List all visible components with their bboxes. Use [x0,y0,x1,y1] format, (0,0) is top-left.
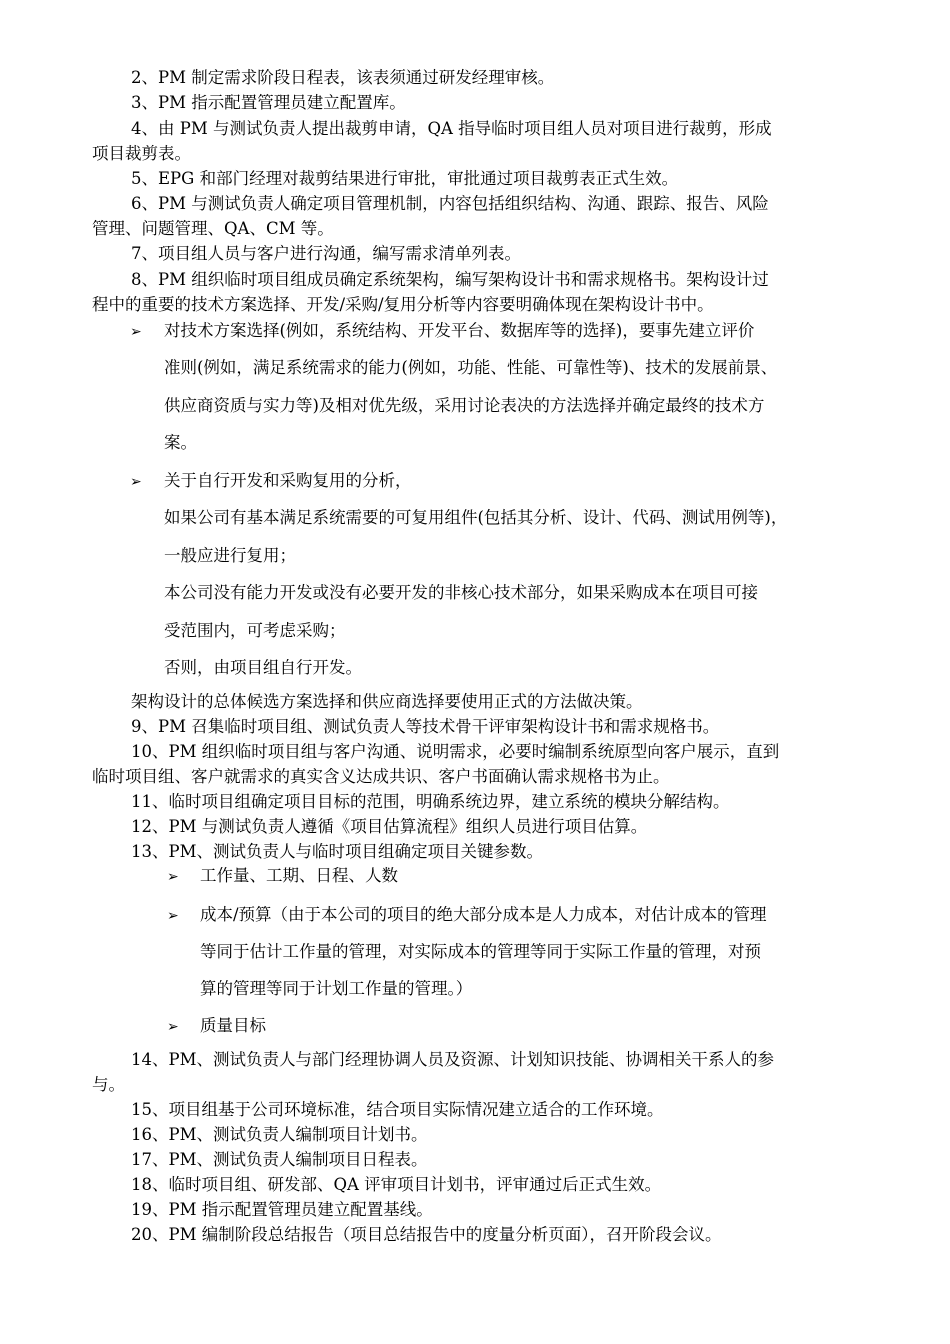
paragraph-line: 3、PM 指示配置管理员建立配置库。 [131,93,406,112]
bullet-line: 本公司没有能力开发或没有必要开发的非核心技术部分，如果采购成本在项目可接 [164,583,758,602]
arrow-bullet-icon: ➢ [130,474,142,490]
paragraph-line: 2、PM 制定需求阶段日程表，该表须通过研发经理审核。 [131,68,555,87]
bullet-line: 案。 [164,433,197,452]
paragraph-line: 6、PM 与测试负责人确定项目管理机制，内容包括组织结构、沟通、跟踪、报告、风险 [131,194,769,213]
arrow-bullet-icon: ➢ [167,869,179,885]
paragraph-line: 7、项目组人员与客户进行沟通，编写需求清单列表。 [131,244,521,263]
bullet-line: 工作量、工期、日程、人数 [200,866,398,885]
paragraph-line: 9、PM 召集临时项目组、测试负责人等技术骨干评审架构设计书和需求规格书。 [131,717,720,736]
paragraph-line: 18、临时项目组、研发部、QA 评审项目计划书，评审通过后正式生效。 [131,1175,662,1194]
bullet-line: 成本/预算（由于本公司的项目的绝大部分成本是人力成本，对估计成本的管理 [200,905,767,924]
bullet-line: 一般应进行复用； [164,546,296,565]
bullet-line: 对技术方案选择(例如，系统结构、开发平台、数据库等的选择)，要事先建立评价 [164,321,755,340]
paragraph-line: 5、EPG 和部门经理对裁剪结果进行审批，审批通过项目裁剪表正式生效。 [131,169,679,188]
bullet-line: 等同于估计工作量的管理，对实际成本的管理等同于实际工作量的管理，对预 [200,942,761,961]
paragraph-line: 11、临时项目组确定项目目标的范围，明确系统边界，建立系统的模块分解结构。 [131,792,730,811]
bullet-line: 否则，由项目组自行开发。 [164,658,362,677]
paragraph-line: 17、PM、测试负责人编制项目日程表。 [131,1150,428,1169]
bullet-line: 关于自行开发和采购复用的分析， [164,471,412,490]
paragraph-line: 15、项目组基于公司环境标准，结合项目实际情况建立适合的工作环境。 [131,1100,664,1119]
paragraph-line: 程中的重要的技术方案选择、开发/采购/复用分析等内容要明确体现在架构设计书中。 [92,295,714,314]
paragraph-line: 临时项目组、客户就需求的真实含义达成共识、客户书面确认需求规格书为止。 [92,767,670,786]
paragraph-line: 10、PM 组织临时项目组与客户沟通、说明需求，必要时编制系统原型向客户展示，直到 [131,742,780,761]
paragraph-line: 16、PM、测试负责人编制项目计划书。 [131,1125,428,1144]
paragraph-line: 14、PM、测试负责人与部门经理协调人员及资源、计划知识技能、协调相关干系人的参 [131,1050,774,1069]
bullet-line: 质量目标 [200,1016,266,1035]
paragraph-line: 4、由 PM 与测试负责人提出裁剪申请，QA 指导临时项目组人员对项目进行裁剪，形成 [131,119,772,138]
paragraph-line: 12、PM 与测试负责人遵循《项目估算流程》组织人员进行项目估算。 [131,817,648,836]
paragraph-line: 项目裁剪表。 [92,144,191,163]
bullet-line: 准则(例如，满足系统需求的能力(例如，功能、性能、可靠性等)、技术的发展前景、 [164,358,778,377]
paragraph-line: 19、PM 指示配置管理员建立配置基线。 [131,1200,433,1219]
bullet-line: 算的管理等同于计划工作量的管理。） [200,979,473,998]
paragraph-line: 8、PM 组织临时项目组成员确定系统架构，编写架构设计书和需求规格书。架构设计过 [131,270,769,289]
arrow-bullet-icon: ➢ [167,908,179,924]
paragraph-line: 与。 [92,1075,125,1094]
bullet-line: 如果公司有基本满足系统需要的可复用组件(包括其分析、设计、代码、测试用例等)， [164,508,788,527]
paragraph-line: 20、PM 编制阶段总结报告（项目总结报告中的度量分析页面），召开阶段会议。 [131,1225,722,1244]
paragraph-line: 13、PM、测试负责人与临时项目组确定项目关键参数。 [131,842,543,861]
paragraph-line: 架构设计的总体候选方案选择和供应商选择要使用正式的方法做决策。 [131,692,643,711]
arrow-bullet-icon: ➢ [167,1019,179,1035]
paragraph-line: 管理、问题管理、QA、CM 等。 [92,219,334,238]
arrow-bullet-icon: ➢ [130,324,142,340]
bullet-line: 受范围内，可考虑采购； [164,621,346,640]
bullet-line: 供应商资质与实力等)及相对优先级，采用讨论表决的方法选择并确定最终的技术方 [164,396,765,415]
